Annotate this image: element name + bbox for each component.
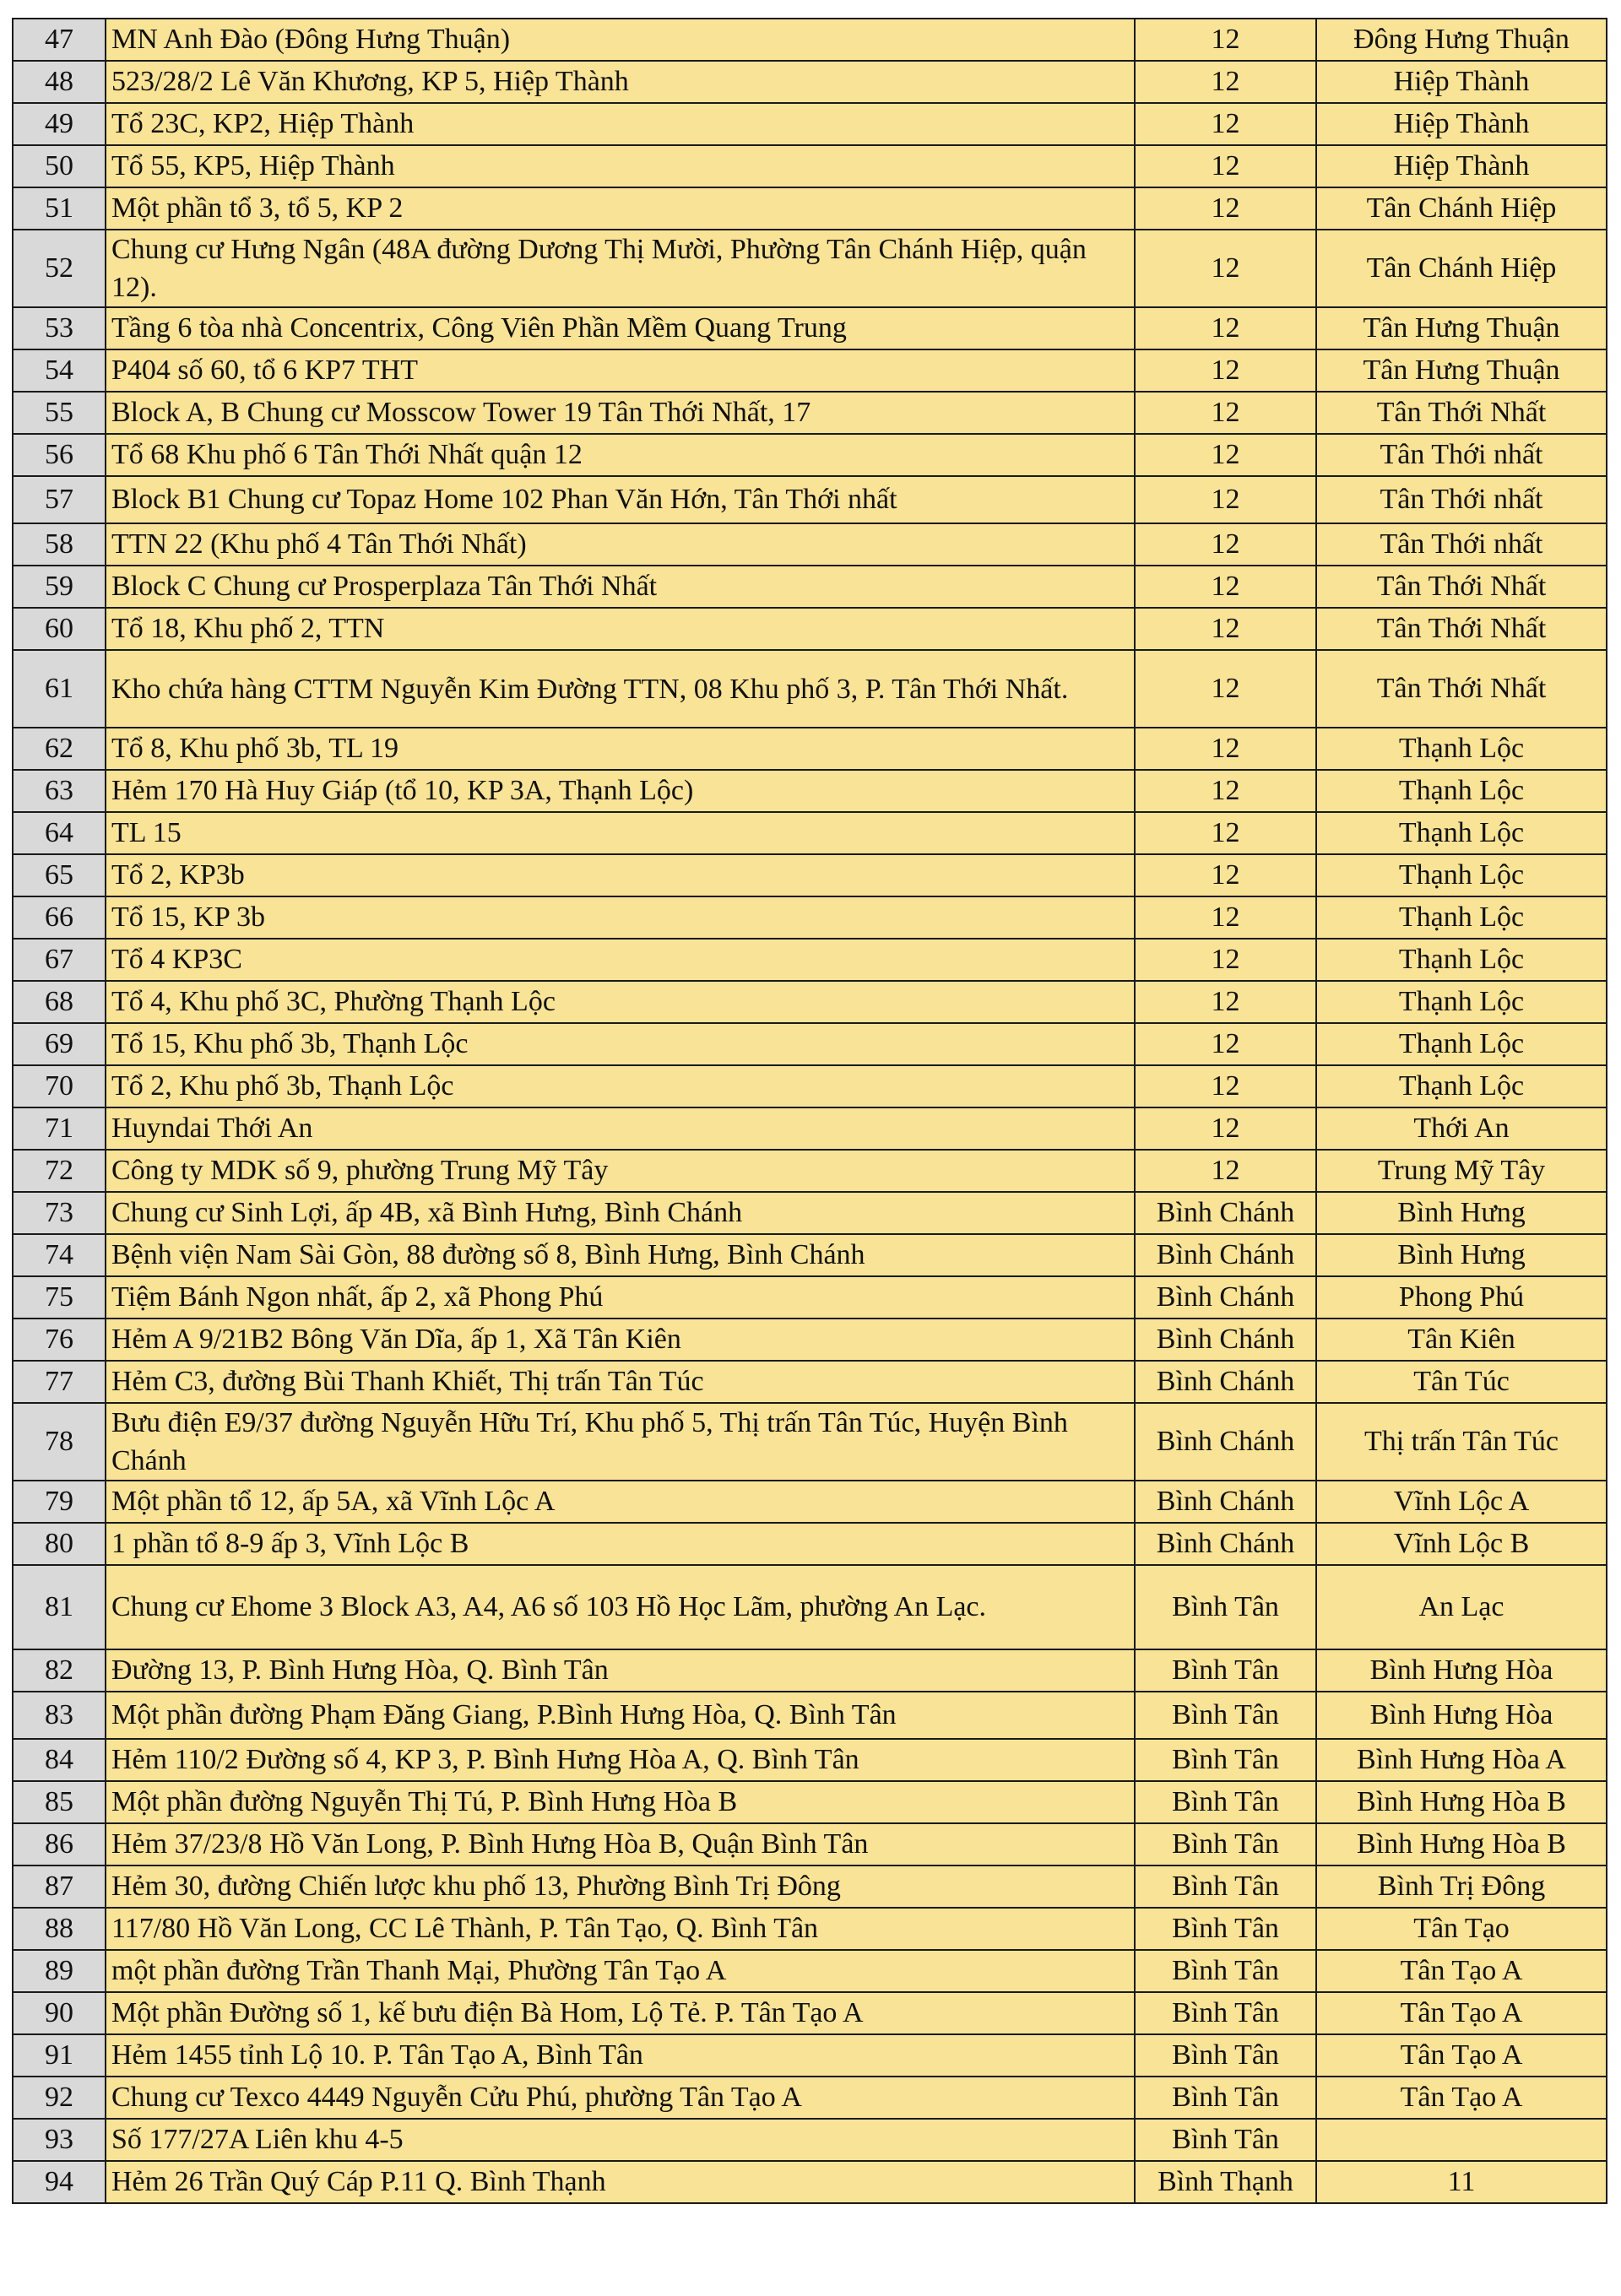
row-ward: Tân Thới nhất (1316, 476, 1607, 523)
row-address: Tổ 68 Khu phố 6 Tân Thới Nhất quận 12 (106, 434, 1135, 476)
table-row (13, 230, 1607, 307)
row-ward: Bình Trị Đông (1316, 1866, 1607, 1908)
row-number: 90 (13, 1992, 106, 2034)
table-row (13, 523, 1607, 566)
row-address: Block C Chung cư Prosperplaza Tân Thới Nhất (106, 566, 1135, 608)
table-row (13, 812, 1607, 854)
row-district: 12 (1135, 103, 1316, 145)
row-address: 117/80 Hồ Văn Long, CC Lê Thành, P. Tân Tạo, Q. Bình Tân (106, 1908, 1135, 1950)
row-number: 67 (13, 939, 106, 981)
table-row (13, 434, 1607, 476)
row-ward: Thạnh Lộc (1316, 981, 1607, 1023)
row-address: Tiệm Bánh Ngon nhất, ấp 2, xã Phong Phú (106, 1276, 1135, 1319)
row-ward: Tân Hưng Thuận (1316, 349, 1607, 392)
row-district: 12 (1135, 770, 1316, 812)
row-ward: Bình Hưng Hòa A (1316, 1739, 1607, 1781)
row-ward: Tân Thới Nhất (1316, 392, 1607, 434)
row-address: Tổ 15, KP 3b (106, 896, 1135, 939)
row-district: 12 (1135, 230, 1316, 307)
row-number: 61 (13, 650, 106, 728)
row-address: Công ty MDK số 9, phường Trung Mỹ Tây (106, 1150, 1135, 1192)
row-number: 62 (13, 728, 106, 770)
row-number: 54 (13, 349, 106, 392)
row-district: 12 (1135, 392, 1316, 434)
row-address: Tổ 8, Khu phố 3b, TL 19 (106, 728, 1135, 770)
row-ward: Hiệp Thành (1316, 145, 1607, 187)
row-ward: Thạnh Lộc (1316, 939, 1607, 981)
row-number: 64 (13, 812, 106, 854)
row-address: Tổ 4 KP3C (106, 939, 1135, 981)
row-district: Bình Tân (1135, 1781, 1316, 1823)
table-row (13, 1692, 1607, 1739)
row-number: 80 (13, 1523, 106, 1565)
row-ward: Bình Hưng (1316, 1234, 1607, 1276)
table-row (13, 2119, 1607, 2161)
row-district: Bình Tân (1135, 2034, 1316, 2077)
row-address: Số 177/27A Liên khu 4-5 (106, 2119, 1135, 2161)
row-number: 85 (13, 1781, 106, 1823)
row-address: Chung cư Hưng Ngân (48A đường Dương Thị Mười, Phường Tân Chánh Hiệp, quận 12). (106, 230, 1135, 307)
row-number: 55 (13, 392, 106, 434)
row-district: 12 (1135, 1065, 1316, 1107)
row-number: 59 (13, 566, 106, 608)
row-address: Một phần Đường số 1, kế bưu điện Bà Hom, Lộ Tẻ. P. Tân Tạo A (106, 1992, 1135, 2034)
table-row (13, 307, 1607, 349)
table-row (13, 1234, 1607, 1276)
row-ward: Tân Thới Nhất (1316, 566, 1607, 608)
row-district: 12 (1135, 19, 1316, 61)
row-district: 12 (1135, 728, 1316, 770)
row-number: 77 (13, 1361, 106, 1403)
row-address: Hẻm 110/2 Đường số 4, KP 3, P. Bình Hưng Hòa A, Q. Bình Tân (106, 1739, 1135, 1781)
row-ward: Tân Tạo A (1316, 2034, 1607, 2077)
row-number: 94 (13, 2161, 106, 2203)
row-address: Một phần tổ 3, tổ 5, KP 2 (106, 187, 1135, 230)
row-number: 63 (13, 770, 106, 812)
row-number: 87 (13, 1866, 106, 1908)
table-row (13, 2034, 1607, 2077)
row-number: 83 (13, 1692, 106, 1739)
row-district: 12 (1135, 145, 1316, 187)
row-number: 68 (13, 981, 106, 1023)
address-table-sheet (12, 18, 1606, 2204)
table-row (13, 1866, 1607, 1908)
row-address: Một phần đường Nguyễn Thị Tú, P. Bình Hưng Hòa B (106, 1781, 1135, 1823)
row-ward: Vĩnh Lộc B (1316, 1523, 1607, 1565)
row-ward: Bình Hưng Hòa (1316, 1692, 1607, 1739)
row-address: một phần đường Trần Thanh Mại, Phường Tân Tạo A (106, 1950, 1135, 1992)
row-number: 89 (13, 1950, 106, 1992)
row-address: Tầng 6 tòa nhà Concentrix, Công Viên Phần Mềm Quang Trung (106, 307, 1135, 349)
row-ward: Thạnh Lộc (1316, 1065, 1607, 1107)
row-district: 12 (1135, 854, 1316, 896)
row-address: Hẻm 26 Trần Quý Cáp P.11 Q. Bình Thạnh (106, 2161, 1135, 2203)
row-district: Bình Thạnh (1135, 2161, 1316, 2203)
row-number: 51 (13, 187, 106, 230)
row-address: 523/28/2 Lê Văn Khương, KP 5, Hiệp Thành (106, 61, 1135, 103)
row-number: 57 (13, 476, 106, 523)
row-address: Bưu điện E9/37 đường Nguyễn Hữu Trí, Khu phố 5, Thị trấn Tân Túc, Huyện Bình Chánh (106, 1403, 1135, 1481)
address-table (12, 18, 1607, 2204)
row-address: Tổ 2, KP3b (106, 854, 1135, 896)
row-address: Tổ 55, KP5, Hiệp Thành (106, 145, 1135, 187)
row-address: Hẻm 37/23/8 Hồ Văn Long, P. Bình Hưng Hòa B, Quận Bình Tân (106, 1823, 1135, 1866)
table-row (13, 1781, 1607, 1823)
row-address: Chung cư Ehome 3 Block A3, A4, A6 số 103 Hồ Học Lãm, phường An Lạc. (106, 1565, 1135, 1649)
row-ward: Trung Mỹ Tây (1316, 1150, 1607, 1192)
row-district: 12 (1135, 434, 1316, 476)
row-ward: Phong Phú (1316, 1276, 1607, 1319)
row-district: 12 (1135, 1023, 1316, 1065)
row-address: Block A, B Chung cư Mosscow Tower 19 Tân Thới Nhất, 17 (106, 392, 1135, 434)
row-number: 91 (13, 2034, 106, 2077)
row-address: Tổ 15, Khu phố 3b, Thạnh Lộc (106, 1023, 1135, 1065)
row-ward: Bình Hưng Hòa B (1316, 1823, 1607, 1866)
row-district: 12 (1135, 476, 1316, 523)
row-number: 74 (13, 1234, 106, 1276)
row-district: 12 (1135, 61, 1316, 103)
row-number: 73 (13, 1192, 106, 1234)
row-address: Một phần đường Phạm Đăng Giang, P.Bình Hưng Hòa, Q. Bình Tân (106, 1692, 1135, 1739)
row-address: Block B1 Chung cư Topaz Home 102 Phan Văn Hớn, Tân Thới nhất (106, 476, 1135, 523)
row-ward: Bình Hưng Hòa B (1316, 1781, 1607, 1823)
row-number: 69 (13, 1023, 106, 1065)
row-ward: Vĩnh Lộc A (1316, 1481, 1607, 1523)
table-row (13, 1992, 1607, 2034)
row-district: 12 (1135, 812, 1316, 854)
row-district: Bình Chánh (1135, 1403, 1316, 1481)
row-ward: Bình Hưng Hòa (1316, 1649, 1607, 1692)
row-ward: Thạnh Lộc (1316, 854, 1607, 896)
row-ward: Tân Túc (1316, 1361, 1607, 1403)
table-row (13, 1065, 1607, 1107)
row-district: Bình Chánh (1135, 1276, 1316, 1319)
table-row (13, 1150, 1607, 1192)
row-address: Đường 13, P. Bình Hưng Hòa, Q. Bình Tân (106, 1649, 1135, 1692)
row-number: 58 (13, 523, 106, 566)
row-address: 1 phần tổ 8-9 ấp 3, Vĩnh Lộc B (106, 1523, 1135, 1565)
row-ward: Tân Chánh Hiệp (1316, 187, 1607, 230)
row-district: 12 (1135, 566, 1316, 608)
row-ward: Tân Tạo A (1316, 2077, 1607, 2119)
row-district: Bình Tân (1135, 1950, 1316, 1992)
table-row (13, 2077, 1607, 2119)
row-ward: Hiệp Thành (1316, 103, 1607, 145)
row-ward: Thới An (1316, 1107, 1607, 1150)
row-district: Bình Tân (1135, 1908, 1316, 1950)
table-row (13, 1192, 1607, 1234)
table-row (13, 1649, 1607, 1692)
table-row (13, 650, 1607, 728)
row-ward: Tân Tạo (1316, 1908, 1607, 1950)
row-address: Chung cư Texco 4449 Nguyễn Cửu Phú, phường Tân Tạo A (106, 2077, 1135, 2119)
table-row (13, 896, 1607, 939)
row-number: 72 (13, 1150, 106, 1192)
row-district: Bình Chánh (1135, 1481, 1316, 1523)
table-row (13, 349, 1607, 392)
row-district: Bình Tân (1135, 1866, 1316, 1908)
row-address: Kho chứa hàng CTTM Nguyễn Kim Đường TTN, 08 Khu phố 3, P. Tân Thới Nhất. (106, 650, 1135, 728)
row-address: Một phần tổ 12, ấp 5A, xã Vĩnh Lộc A (106, 1481, 1135, 1523)
row-number: 53 (13, 307, 106, 349)
row-district: Bình Tân (1135, 1565, 1316, 1649)
table-row (13, 1565, 1607, 1649)
row-district: Bình Chánh (1135, 1319, 1316, 1361)
row-address: P404 số 60, tổ 6 KP7 THT (106, 349, 1135, 392)
row-ward: Tân Chánh Hiệp (1316, 230, 1607, 307)
table-row (13, 2161, 1607, 2203)
row-ward: Tân Thới nhất (1316, 523, 1607, 566)
row-number: 84 (13, 1739, 106, 1781)
row-ward (1316, 2119, 1607, 2161)
row-number: 71 (13, 1107, 106, 1150)
row-ward: Hiệp Thành (1316, 61, 1607, 103)
row-number: 88 (13, 1908, 106, 1950)
table-row (13, 1950, 1607, 1992)
row-ward: Thạnh Lộc (1316, 1023, 1607, 1065)
row-district: 12 (1135, 650, 1316, 728)
row-address: TL 15 (106, 812, 1135, 854)
table-row (13, 939, 1607, 981)
row-number: 49 (13, 103, 106, 145)
row-district: Bình Chánh (1135, 1234, 1316, 1276)
address-table-body (13, 19, 1607, 2203)
row-number: 60 (13, 608, 106, 650)
table-row (13, 1319, 1607, 1361)
row-ward: An Lạc (1316, 1565, 1607, 1649)
row-number: 92 (13, 2077, 106, 2119)
row-ward: Tân Thới Nhất (1316, 608, 1607, 650)
table-row (13, 1908, 1607, 1950)
row-address: Huyndai Thới An (106, 1107, 1135, 1150)
table-row (13, 187, 1607, 230)
row-district: Bình Tân (1135, 2119, 1316, 2161)
row-district: Bình Tân (1135, 1823, 1316, 1866)
row-number: 82 (13, 1649, 106, 1692)
table-row (13, 566, 1607, 608)
row-number: 52 (13, 230, 106, 307)
table-row (13, 145, 1607, 187)
table-row (13, 1739, 1607, 1781)
row-district: 12 (1135, 896, 1316, 939)
row-ward: Thạnh Lộc (1316, 812, 1607, 854)
table-row (13, 1361, 1607, 1403)
row-number: 81 (13, 1565, 106, 1649)
row-ward: Tân Tạo A (1316, 1950, 1607, 1992)
row-ward: Tân Kiên (1316, 1319, 1607, 1361)
row-district: 12 (1135, 981, 1316, 1023)
table-row (13, 608, 1607, 650)
row-district: Bình Chánh (1135, 1192, 1316, 1234)
table-row (13, 1403, 1607, 1481)
row-district: 12 (1135, 523, 1316, 566)
row-district: Bình Tân (1135, 2077, 1316, 2119)
row-district: 12 (1135, 187, 1316, 230)
table-row (13, 854, 1607, 896)
row-ward: Bình Hưng (1316, 1192, 1607, 1234)
row-district: 12 (1135, 349, 1316, 392)
row-ward: Thị trấn Tân Túc (1316, 1403, 1607, 1481)
row-ward: Thạnh Lộc (1316, 896, 1607, 939)
row-district: Bình Chánh (1135, 1361, 1316, 1403)
row-number: 50 (13, 145, 106, 187)
row-address: Bệnh viện Nam Sài Gòn, 88 đường số 8, Bình Hưng, Bình Chánh (106, 1234, 1135, 1276)
row-number: 56 (13, 434, 106, 476)
table-row (13, 1823, 1607, 1866)
row-number: 93 (13, 2119, 106, 2161)
row-ward: Tân Thới nhất (1316, 434, 1607, 476)
row-number: 79 (13, 1481, 106, 1523)
row-number: 75 (13, 1276, 106, 1319)
row-ward: Thạnh Lộc (1316, 770, 1607, 812)
row-address: Hẻm 30, đường Chiến lược khu phố 13, Phường Bình Trị Đông (106, 1866, 1135, 1908)
row-district: Bình Tân (1135, 1692, 1316, 1739)
row-number: 66 (13, 896, 106, 939)
row-ward: Đông Hưng Thuận (1316, 19, 1607, 61)
row-number: 65 (13, 854, 106, 896)
table-row (13, 770, 1607, 812)
row-address: Hẻm C3, đường Bùi Thanh Khiết, Thị trấn Tân Túc (106, 1361, 1135, 1403)
row-ward: Tân Thới Nhất (1316, 650, 1607, 728)
row-address: Tổ 2, Khu phố 3b, Thạnh Lộc (106, 1065, 1135, 1107)
row-district: 12 (1135, 608, 1316, 650)
row-number: 78 (13, 1403, 106, 1481)
row-address: Hẻm 170 Hà Huy Giáp (tổ 10, KP 3A, Thạnh Lộc) (106, 770, 1135, 812)
row-address: Hẻm A 9/21B2 Bông Văn Dĩa, ấp 1, Xã Tân Kiên (106, 1319, 1135, 1361)
row-address: Tổ 23C, KP2, Hiệp Thành (106, 103, 1135, 145)
table-row (13, 476, 1607, 523)
row-district: 12 (1135, 307, 1316, 349)
row-number: 48 (13, 61, 106, 103)
table-row (13, 1107, 1607, 1150)
row-address: TTN 22 (Khu phố 4 Tân Thới Nhất) (106, 523, 1135, 566)
row-address: Tổ 18, Khu phố 2, TTN (106, 608, 1135, 650)
row-district: 12 (1135, 1107, 1316, 1150)
table-row (13, 1276, 1607, 1319)
row-address: Tổ 4, Khu phố 3C, Phường Thạnh Lộc (106, 981, 1135, 1023)
row-ward: Tân Tạo A (1316, 1992, 1607, 2034)
table-row (13, 1023, 1607, 1065)
table-row (13, 392, 1607, 434)
table-row (13, 728, 1607, 770)
row-district: Bình Tân (1135, 1739, 1316, 1781)
row-ward: Tân Hưng Thuận (1316, 307, 1607, 349)
row-ward: 11 (1316, 2161, 1607, 2203)
row-number: 47 (13, 19, 106, 61)
row-district: Bình Tân (1135, 1649, 1316, 1692)
row-address: MN Anh Đào (Đông Hưng Thuận) (106, 19, 1135, 61)
table-row (13, 1523, 1607, 1565)
row-address: Hẻm 1455 tỉnh Lộ 10. P. Tân Tạo A, Bình Tân (106, 2034, 1135, 2077)
row-number: 76 (13, 1319, 106, 1361)
row-ward: Thạnh Lộc (1316, 728, 1607, 770)
row-district: 12 (1135, 939, 1316, 981)
row-address: Chung cư Sinh Lợi, ấp 4B, xã Bình Hưng, Bình Chánh (106, 1192, 1135, 1234)
row-district: Bình Tân (1135, 1992, 1316, 2034)
table-row (13, 103, 1607, 145)
table-row (13, 61, 1607, 103)
row-number: 86 (13, 1823, 106, 1866)
row-district: 12 (1135, 1150, 1316, 1192)
table-row (13, 19, 1607, 61)
row-district: Bình Chánh (1135, 1523, 1316, 1565)
table-row (13, 981, 1607, 1023)
row-number: 70 (13, 1065, 106, 1107)
table-row (13, 1481, 1607, 1523)
